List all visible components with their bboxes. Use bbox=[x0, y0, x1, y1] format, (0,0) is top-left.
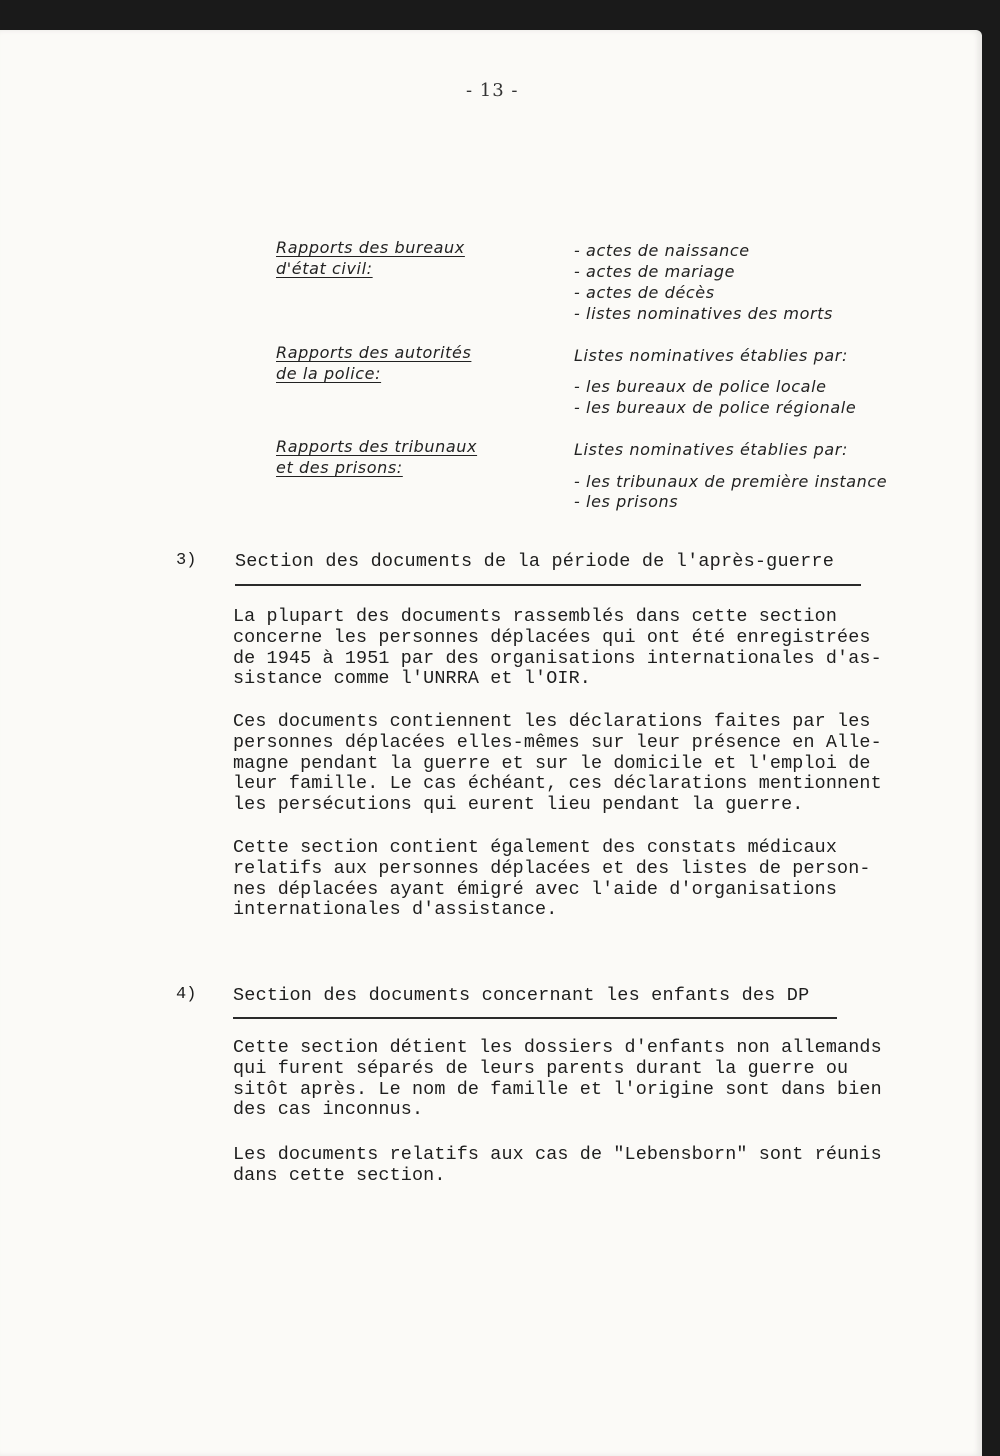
section-title-rule bbox=[235, 584, 861, 586]
record-item: - actes de naissance bbox=[574, 241, 750, 260]
section-paragraph bbox=[233, 1145, 933, 1187]
paragraph-line: sistance comme l'UNRRA et l'OIR. bbox=[233, 668, 591, 690]
record-label-line: Rapports des tribunaux bbox=[276, 437, 478, 456]
paragraph-line: Cette section contient également des constats médicaux bbox=[233, 837, 838, 858]
paragraph-line: internationales d'assistance. bbox=[233, 899, 558, 921]
record-intro: Listes nominatives établies par: bbox=[574, 346, 848, 365]
paragraph-line: Les documents relatifs aux cas de "Lebensborn" sont réunis bbox=[233, 1144, 882, 1165]
paragraph-line: Cette section détient les dossiers d'enfants non allemands bbox=[233, 1037, 882, 1058]
paragraph-line: nes déplacées ayant émigré avec l'aide d'organisations bbox=[233, 878, 838, 900]
section-number: 3) bbox=[176, 551, 197, 570]
paragraph-line: Ces documents contiennent les déclarations faites par les bbox=[233, 711, 871, 732]
section-paragraph bbox=[233, 607, 933, 690]
record-intro: Listes nominatives établies par: bbox=[574, 440, 848, 459]
section-paragraph bbox=[233, 1038, 933, 1121]
section-title: Section des documents de la période de l'après-guerre bbox=[235, 551, 834, 572]
record-item: - les tribunaux de première instance bbox=[574, 472, 888, 491]
paragraph-line: de 1945 à 1951 par des organisations internationales d'as- bbox=[233, 647, 882, 669]
record-label-line: et des prisons: bbox=[276, 458, 403, 477]
record-label-line: Rapports des autorités bbox=[276, 343, 472, 362]
paragraph-line: relatifs aux personnes déplacées et des listes de person- bbox=[233, 857, 871, 879]
page-number: - 13 - bbox=[466, 80, 519, 101]
paragraph-line: sitôt après. Le nom de famille et l'origine sont dans bien bbox=[233, 1078, 882, 1100]
paragraph-line: personnes déplacées elles-mêmes sur leur présence en Alle- bbox=[233, 731, 882, 753]
record-item: - listes nominatives des morts bbox=[574, 304, 833, 323]
record-item: - les prisons bbox=[574, 492, 679, 511]
record-label-line: Rapports des bureaux bbox=[276, 238, 465, 257]
section-title-rule bbox=[233, 1017, 837, 1019]
record-item: - actes de décès bbox=[574, 283, 715, 302]
record-label-line: de la police: bbox=[276, 364, 382, 383]
section-title: Section des documents concernant les enfants des DP bbox=[233, 985, 810, 1006]
paragraph-line: qui furent séparés de leurs parents durant la guerre ou bbox=[233, 1057, 849, 1079]
paragraph-line: dans cette section. bbox=[233, 1164, 446, 1186]
paragraph-line: des cas inconnus. bbox=[233, 1099, 424, 1121]
paragraph-line: concerne les personnes déplacées qui ont été enregistrées bbox=[233, 626, 871, 648]
record-label-line: d'état civil: bbox=[276, 259, 373, 278]
paragraph-line: les persécutions qui eurent lieu pendant la guerre. bbox=[233, 794, 804, 816]
paragraph-line: leur famille. Le cas échéant, ces déclarations mentionnent bbox=[233, 773, 882, 795]
section-paragraph bbox=[233, 838, 933, 921]
record-item: - les bureaux de police régionale bbox=[574, 398, 857, 417]
paragraph-line: La plupart des documents rassemblés dans cette section bbox=[233, 606, 838, 627]
section-paragraph bbox=[233, 712, 933, 816]
section-number: 4) bbox=[176, 985, 197, 1004]
paragraph-line: magne pendant la guerre et sur le domicile et l'emploi de bbox=[233, 752, 871, 774]
record-item: - actes de mariage bbox=[574, 262, 736, 281]
record-item: - les bureaux de police locale bbox=[574, 377, 827, 396]
